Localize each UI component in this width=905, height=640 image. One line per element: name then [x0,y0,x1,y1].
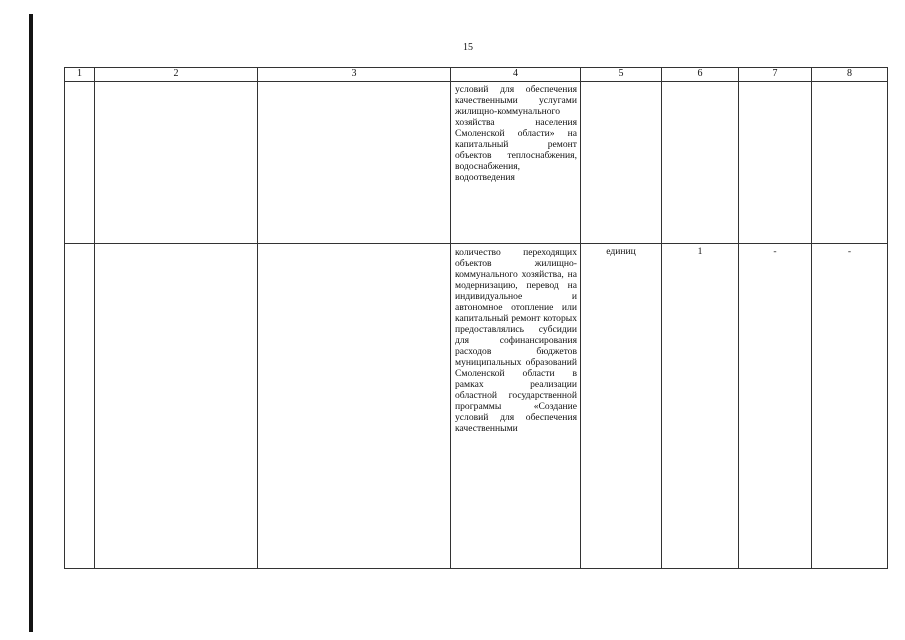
column-header: 4 [451,68,581,82]
table-cell [95,82,258,244]
value-cell: - [739,244,812,569]
indicator-text-cell: условий для обеспечения качественными услугами жилищно-коммунального хозяйства населения Смоленской области» на капитальный ремонт объектов теплоснабжения, водоснабжения, водоотведения [451,82,581,244]
value-cell [739,82,812,244]
unit-cell [581,82,662,244]
column-header: 6 [662,68,739,82]
table-cell [258,244,451,569]
page-number: 15 [463,42,473,53]
column-header: 7 [739,68,812,82]
indicator-text-cell: количество переходящих объектов жилищно-коммунального хозяйства, на модернизацию, перевод на индивидуальное и автономное отопление или капитальный ремонт которых предоставлялись субсидии для софинансирования расходов бюджетов муниципальных образований Смоленской области в рамках реализации областной государственной программы «Создание условий для обеспечения качественными [451,244,581,569]
table-row [65,244,888,569]
value-cell [812,82,888,244]
scan-edge-bar [29,14,33,632]
table-row [65,82,888,244]
data-table [64,67,888,569]
table-cell [65,82,95,244]
value-cell: 1 [662,244,739,569]
column-header: 1 [65,68,95,82]
unit-cell: единиц [581,244,662,569]
table-header-row [65,68,888,82]
value-cell: - [812,244,888,569]
column-header: 5 [581,68,662,82]
table-cell [258,82,451,244]
column-header: 8 [812,68,888,82]
table-cell [95,244,258,569]
table-cell [65,244,95,569]
column-header: 2 [95,68,258,82]
value-cell [662,82,739,244]
column-header: 3 [258,68,451,82]
